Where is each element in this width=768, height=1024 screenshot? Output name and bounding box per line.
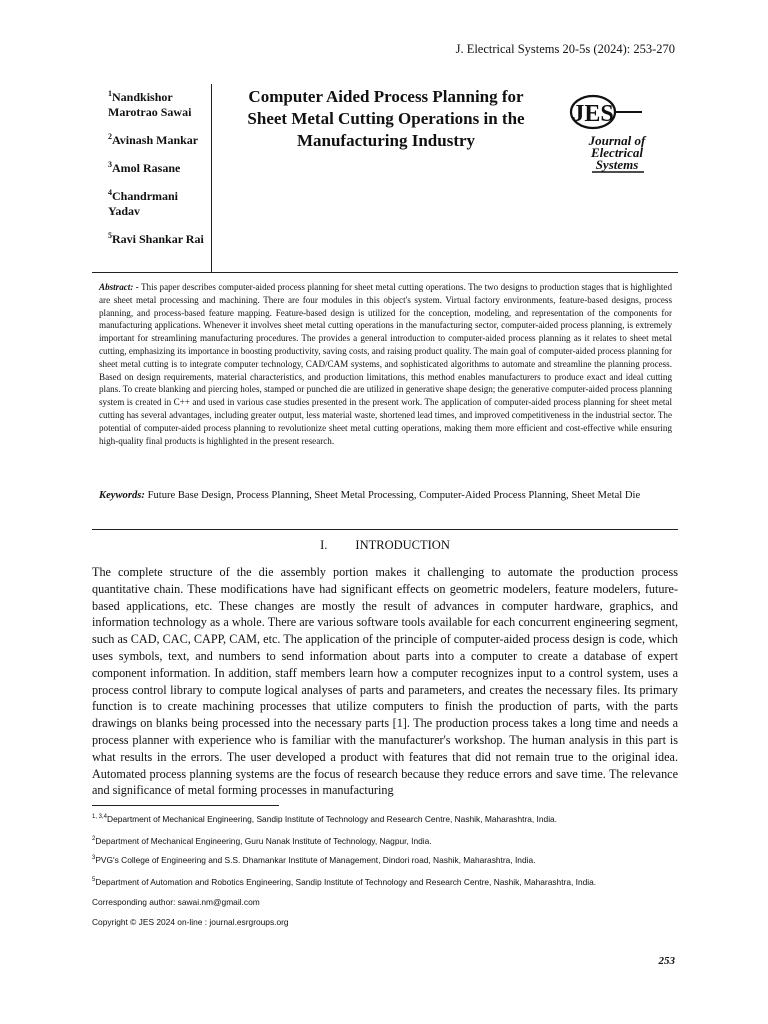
keywords [99,488,672,503]
header-divider-horizontal [92,272,678,273]
section-number: I. [320,538,328,552]
author-3-name: Amol Rasane [112,161,181,175]
footnote-4-mark: 5 [92,877,96,884]
page-number: 253 [658,955,675,967]
footnote-affiliation-4 [92,877,596,887]
logo-line-3: Systems [595,157,639,172]
author-3 [108,157,208,176]
author-1-affiliation-mark: 1 [108,89,112,98]
author-5-affiliation-mark: 5 [108,231,112,240]
logo-acronym: JES [572,101,614,127]
author-4-affiliation-mark: 4 [108,188,112,197]
author-3-affiliation-mark: 3 [108,160,112,169]
logo-line-1: Journal of [588,133,646,148]
abstract-label: Abstract: - [99,282,139,292]
keywords-label: Keywords: [99,490,145,501]
keywords-text: Future Base Design, Process Planning, Sheet Metal Processing, Computer-Aided Process Planning, Sheet Metal Die [147,490,641,501]
paper-title: Computer Aided Process Planning for Sheet Metal Cutting Operations in the Manufacturing Industry [247,87,525,150]
journal-logo [562,92,672,176]
author-2-affiliation-mark: 2 [108,132,112,141]
author-4 [108,185,208,219]
footnote-3-mark: 3 [92,855,96,862]
introduction-paragraph: The complete structure of the die assembly portion makes it challenging to automate the production process quantitative chain. These modifications have had significant effects on geometric modelers, feature modelers, future-based applications, etc. These changes are mostly the result of advances in computer hardware, graphics, and information technology as a whole. There are various software tools available for each concurrent engineering segment, such as CAD, CAC, CAPP, CAM, etc. The application of the principle of computer-aided process design is code, which uses symbols, text, and numbers to send information about parts into a computer to create a database of expert component information. In addition, staff members learn how a computer recognizes input to a control system, uses a process control library to compute logical analyses of parts and parameters, and creates the necessary files. Its primary function is to create machining processes that utilize computers to finish the production of parts, with the parts drawings on blanks being processed into the necessary parts [1]. The production process takes a long time and needs a process planner with experience who is familiar with the manufacturer's workshop. The human analysis in this part is what results in the errors. The user developed a product with features that did not remain true to the original idea. Automated process planning systems are the focus of research because they reduce errors and save time. The relevance and significance of metal forming processes in manufacturing [92,565,678,798]
journal-reference: J. Electrical Systems 20-5s (2024): 253-270 [455,42,675,56]
author-4-name: Chandrmani Yadav [108,189,179,218]
author-5-name: Ravi Shankar Rai [112,232,204,246]
footnote-4-text: Department of Automation and Robotics Engineering, Sandip Institute of Technology and Research Centre, Nashik, Maharashtra, India. [95,877,597,887]
copyright-notice: Copyright © JES 2024 on-line : journal.esrgroups.org [92,917,289,927]
section-title: INTRODUCTION [355,538,450,552]
footnote-1-mark: 1, 3,4 [92,814,108,821]
footnote-3-text: PVG's College of Engineering and S.S. Dhamankar Institute of Management, Dindori road, Nashik, Maharashtra, India. [95,855,536,865]
footnote-affiliation-2 [92,836,432,846]
footnote-affiliation-3 [92,855,535,865]
footnote-1-text: Department of Mechanical Engineering, Sandip Institute of Technology and Research Centre, Nashik, Maharashtra, India. [107,814,558,824]
author-5 [108,228,208,247]
author-2-name: Avinash Mankar [112,133,199,147]
corresponding-author: Corresponding author: sawai.nm@gmail.com [92,897,260,907]
section-heading [92,538,678,553]
footnote-affiliation-1 [92,814,557,824]
footnote-2-text: Department of Mechanical Engineering, Guru Nanak Institute of Technology, Nagpur, India. [95,836,432,846]
keywords-divider [92,529,678,530]
author-list [108,86,208,256]
footnote-rule [92,805,279,806]
header-divider-vertical [211,84,212,272]
logo-line-2: Electrical [591,145,643,160]
author-1 [108,86,208,120]
author-2 [108,129,208,148]
abstract-text: This paper describes computer-aided process planning for sheet metal cutting operations. The two designs to production stages that is highlighted are sheet metal processing and machining. There are four modules in this object's system. Virtual factory environments, feature-based designs, process planning, and process-based feature mapping. Feature-based design is utilized for the conception, modeling, and representation of the components for manufacturing applications. Whenever it involves sheet metal cutting operations in the manufacturing sector, computer-aided process planning, is extremely important for streamlining manufacturing procedures. The provides a general introduction to computer-aided process planning as it relates to sheet metal cutting, emphasizing its importance in boosting productivity, saving costs, and raising product quality. The main goal of computer-aided process planning for sheet metal cutting is to integrate computer technology, CAD/CAM systems, and sophisticated algorithms to automate and streamline the planning process. Based on design requirements, material characteristics, and production limitations, this method enables manufacturers to produce exact and ideal cutting plans. To create blanking and piercing holes, stamped or punched die are utilized in generative shape design; the generative computer-aided process planning system is created in C++ and used in various case studies presented in the present work. The application of computer-aided process planning for sheet metal cutting has several advantages, including greater output, less material waste, shortened lead times, and improved competitiveness in the industrial sector. The potential of computer-aided process planning to revolutionize sheet metal cutting operations, making them more efficient and cost-effective while ensuring high-quality final products is highlighted in the present research. [99,282,672,446]
abstract [99,281,672,447]
author-1-name: Nandkishor Marotrao Sawai [108,90,192,119]
footnote-2-mark: 2 [92,836,96,843]
